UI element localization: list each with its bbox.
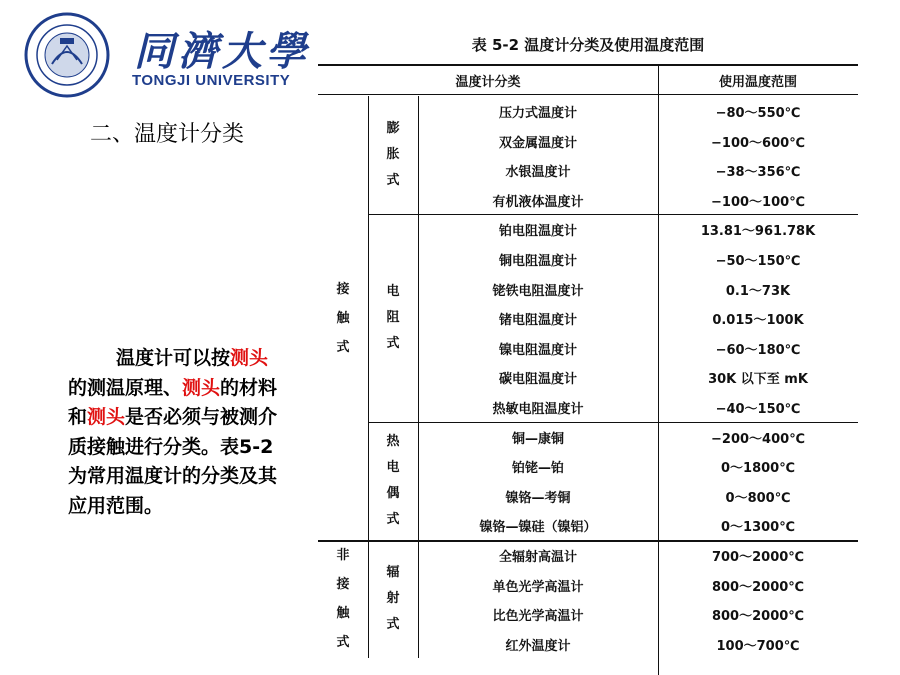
description-paragraph (68, 344, 278, 521)
subgroup-divider (368, 214, 858, 215)
desc-highlight-3: 测头 (87, 406, 126, 428)
row-name: 压力式温度计 (498, 106, 577, 121)
row-name: 全辐射高温计 (498, 550, 577, 565)
row-name: 铜—康铜 (511, 431, 564, 447)
row-name: 铜电阻温度计 (498, 254, 577, 269)
row-name: 水银温度计 (505, 165, 571, 181)
row-name: 镍铬—镍硅（镍铝） (479, 520, 597, 536)
row-range: 0～1800℃ (721, 461, 795, 477)
thermometer-table (318, 26, 858, 675)
row-range: 0.015～100K (712, 313, 804, 329)
row-range: −38～356℃ (715, 165, 801, 181)
table-header-rule (318, 94, 858, 95)
desc-text-4: 是否必须与被测介质接触进行分类。表5-2为常用温度计的分类及其应用范围。 (68, 406, 278, 517)
row-name: 铂铑—铂 (511, 461, 564, 477)
row-range: −60～180℃ (715, 342, 801, 358)
row-range: 800～2000℃ (711, 609, 805, 625)
desc-text-3: 的材料和 (68, 376, 278, 428)
row-name: 比色光学高温计 (492, 609, 584, 625)
subgroup-right-rule (418, 96, 419, 214)
row-name: 热敏电阻温度计 (492, 402, 584, 417)
subgroup-left-rule (368, 422, 369, 540)
row-range: −100～600℃ (711, 135, 805, 151)
section-title: 二、温度计分类 (90, 122, 245, 147)
subgroup-left-rule (368, 96, 369, 214)
group-label-contact: 接 触 式 (336, 281, 350, 355)
row-range: −50～150℃ (715, 254, 801, 269)
subgroup-label: 电 阻 式 (386, 284, 400, 351)
university-logo (24, 12, 314, 102)
desc-text-2: 的测温原理、 (68, 376, 183, 399)
subgroup-label: 热 电 偶 式 (386, 433, 400, 527)
subgroup-right-rule (418, 214, 419, 421)
tongji-seal-icon (24, 12, 110, 98)
desc-highlight-2: 测头 (182, 376, 221, 399)
subgroup-label: 膨 胀 式 (386, 121, 400, 189)
row-name: 单色光学高温计 (492, 579, 584, 595)
desc-highlight-1: 测头 (230, 347, 269, 369)
logo-chinese-name: 同濟大學 (134, 28, 310, 75)
table-caption: 表 5-2 温度计分类及使用温度范围 (471, 36, 705, 54)
row-name: 有机液体温度计 (492, 194, 584, 210)
row-range: 0～800℃ (725, 490, 791, 506)
desc-text-1: 温度计可以按 (116, 347, 231, 369)
subgroup-right-rule (418, 422, 419, 540)
row-range: 0～1300℃ (721, 520, 795, 536)
row-range: −100～100℃ (711, 194, 805, 210)
subgroup-left-rule (368, 214, 369, 421)
row-name: 镍电阻温度计 (498, 342, 577, 358)
row-range: −200～400℃ (711, 431, 805, 447)
subgroup-divider (318, 540, 858, 542)
row-range: 13.81～961.78K (700, 224, 816, 240)
subgroup-left-rule (368, 540, 369, 658)
group-label-noncontact: 非 接 触 式 (336, 548, 350, 651)
row-range: 30K 以下至 mK (708, 372, 808, 388)
row-range: 0.1～73K (725, 283, 791, 299)
row-name: 红外温度计 (505, 638, 571, 654)
row-name: 锗电阻温度计 (498, 313, 577, 329)
header-range: 使用温度范围 (718, 75, 797, 90)
row-name: 镍铬—考铜 (505, 490, 571, 506)
row-name: 碳电阻温度计 (498, 372, 577, 388)
subgroup-label: 辐 射 式 (386, 565, 400, 633)
row-range: 700～2000℃ (711, 550, 805, 565)
row-name: 铑铁电阻温度计 (492, 283, 584, 299)
row-name: 双金属温度计 (498, 135, 577, 151)
row-range: 100～700℃ (716, 638, 800, 654)
table-top-rule (318, 64, 858, 66)
subgroup-right-rule (418, 540, 419, 658)
row-range: −80～550℃ (715, 106, 801, 121)
row-range: −40～150℃ (715, 402, 801, 417)
header-category: 温度计分类 (455, 75, 521, 90)
row-range: 800～2000℃ (711, 579, 805, 595)
subgroup-divider (368, 422, 858, 423)
logo-english-name: TONGJI UNIVERSITY (132, 72, 291, 89)
row-name: 铂电阻温度计 (498, 224, 577, 240)
